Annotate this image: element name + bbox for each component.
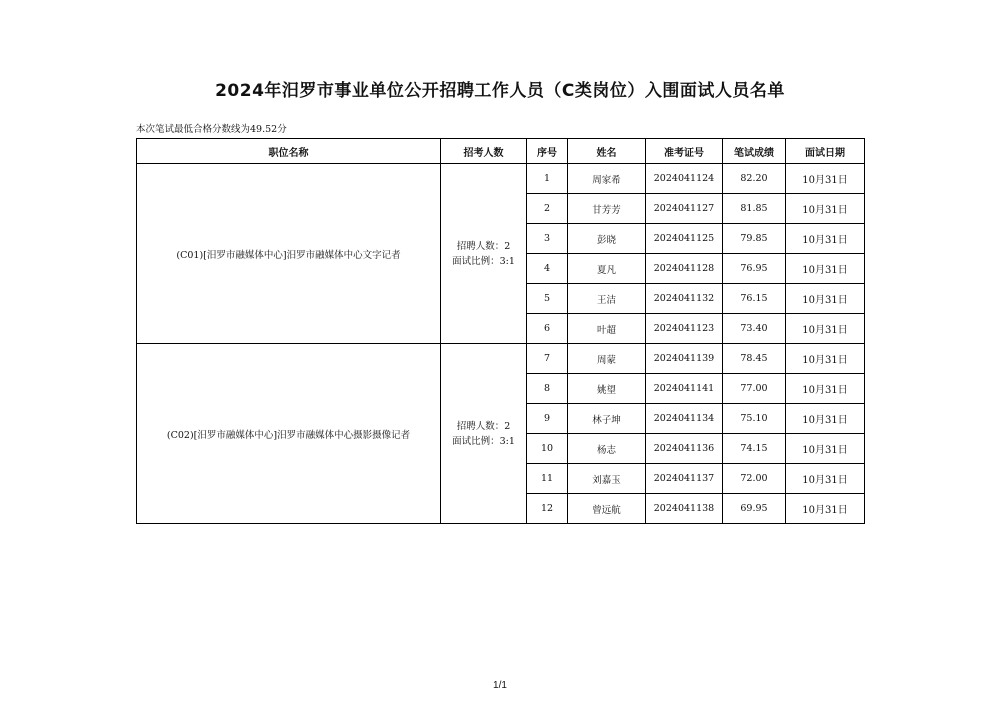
passing-score-note: 本次笔试最低合格分数线为49.52分 — [136, 124, 287, 135]
header-seq: 序号 — [527, 139, 568, 164]
interview-date-cell: 10月31日 — [786, 434, 865, 464]
ticket-number-cell: 2024041124 — [646, 164, 723, 194]
page-number: 1/1 — [493, 680, 507, 691]
name-cell: 刘嘉玉 — [568, 464, 646, 494]
interview-date-cell: 10月31日 — [786, 254, 865, 284]
table-row — [137, 344, 865, 374]
recruit-info-cell — [441, 164, 527, 344]
name-cell: 杨志 — [568, 434, 646, 464]
seq-cell: 11 — [527, 464, 568, 494]
name-cell: 甘芳芳 — [568, 194, 646, 224]
score-cell: 81.85 — [723, 194, 786, 224]
name-cell: 曾远航 — [568, 494, 646, 524]
score-cell: 82.20 — [723, 164, 786, 194]
seq-cell: 5 — [527, 284, 568, 314]
score-cell: 78.45 — [723, 344, 786, 374]
table-header-row — [137, 139, 865, 164]
table-row — [137, 164, 865, 194]
ticket-number-cell: 2024041134 — [646, 404, 723, 434]
header-position: 职位名称 — [137, 139, 441, 164]
ticket-number-cell: 2024041125 — [646, 224, 723, 254]
score-cell: 73.40 — [723, 314, 786, 344]
ticket-number-cell: 2024041127 — [646, 194, 723, 224]
ticket-number-cell: 2024041128 — [646, 254, 723, 284]
name-cell: 彭晓 — [568, 224, 646, 254]
seq-cell: 3 — [527, 224, 568, 254]
recruit-count: 招聘人数：2 — [456, 240, 511, 252]
interview-ratio: 面试比例：3:1 — [452, 435, 515, 447]
name-cell: 王洁 — [568, 284, 646, 314]
interview-date-cell: 10月31日 — [786, 194, 865, 224]
position-name-cell: (C01)[汨罗市融媒体中心]汨罗市融媒体中心文字记者 — [137, 164, 441, 344]
score-cell: 77.00 — [723, 374, 786, 404]
score-cell: 69.95 — [723, 494, 786, 524]
interview-date-cell: 10月31日 — [786, 404, 865, 434]
header-date: 面试日期 — [786, 139, 865, 164]
name-cell: 周家希 — [568, 164, 646, 194]
page-title: 2024年汨罗市事业单位公开招聘工作人员（C类岗位）入围面试人员名单 — [215, 81, 785, 101]
ticket-number-cell: 2024041123 — [646, 314, 723, 344]
ticket-number-cell: 2024041139 — [646, 344, 723, 374]
score-cell: 75.10 — [723, 404, 786, 434]
ticket-number-cell: 2024041132 — [646, 284, 723, 314]
seq-cell: 8 — [527, 374, 568, 404]
seq-cell: 4 — [527, 254, 568, 284]
ticket-number-cell: 2024041137 — [646, 464, 723, 494]
name-cell: 林子坤 — [568, 404, 646, 434]
header-name: 姓名 — [568, 139, 646, 164]
interview-date-cell: 10月31日 — [786, 314, 865, 344]
seq-cell: 1 — [527, 164, 568, 194]
score-cell: 76.95 — [723, 254, 786, 284]
score-cell: 79.85 — [723, 224, 786, 254]
seq-cell: 12 — [527, 494, 568, 524]
interview-date-cell: 10月31日 — [786, 224, 865, 254]
ticket-number-cell: 2024041136 — [646, 434, 723, 464]
ticket-number-cell: 2024041141 — [646, 374, 723, 404]
position-name-cell: (C02)[汨罗市融媒体中心]汨罗市融媒体中心摄影摄像记者 — [137, 344, 441, 524]
recruit-count: 招聘人数：2 — [456, 420, 511, 432]
name-cell: 姚望 — [568, 374, 646, 404]
name-cell: 周蒙 — [568, 344, 646, 374]
score-cell: 72.00 — [723, 464, 786, 494]
score-cell: 76.15 — [723, 284, 786, 314]
candidate-table — [136, 138, 865, 524]
seq-cell: 2 — [527, 194, 568, 224]
header-score: 笔试成绩 — [723, 139, 786, 164]
interview-ratio: 面试比例：3:1 — [452, 255, 515, 267]
seq-cell: 9 — [527, 404, 568, 434]
recruit-info-cell — [441, 344, 527, 524]
score-cell: 74.15 — [723, 434, 786, 464]
interview-date-cell: 10月31日 — [786, 344, 865, 374]
seq-cell: 7 — [527, 344, 568, 374]
seq-cell: 10 — [527, 434, 568, 464]
name-cell: 叶超 — [568, 314, 646, 344]
header-ticket: 准考证号 — [646, 139, 723, 164]
name-cell: 夏凡 — [568, 254, 646, 284]
interview-date-cell: 10月31日 — [786, 374, 865, 404]
ticket-number-cell: 2024041138 — [646, 494, 723, 524]
seq-cell: 6 — [527, 314, 568, 344]
interview-date-cell: 10月31日 — [786, 494, 865, 524]
interview-date-cell: 10月31日 — [786, 164, 865, 194]
header-recruit: 招考人数 — [441, 139, 527, 164]
interview-date-cell: 10月31日 — [786, 284, 865, 314]
interview-date-cell: 10月31日 — [786, 464, 865, 494]
